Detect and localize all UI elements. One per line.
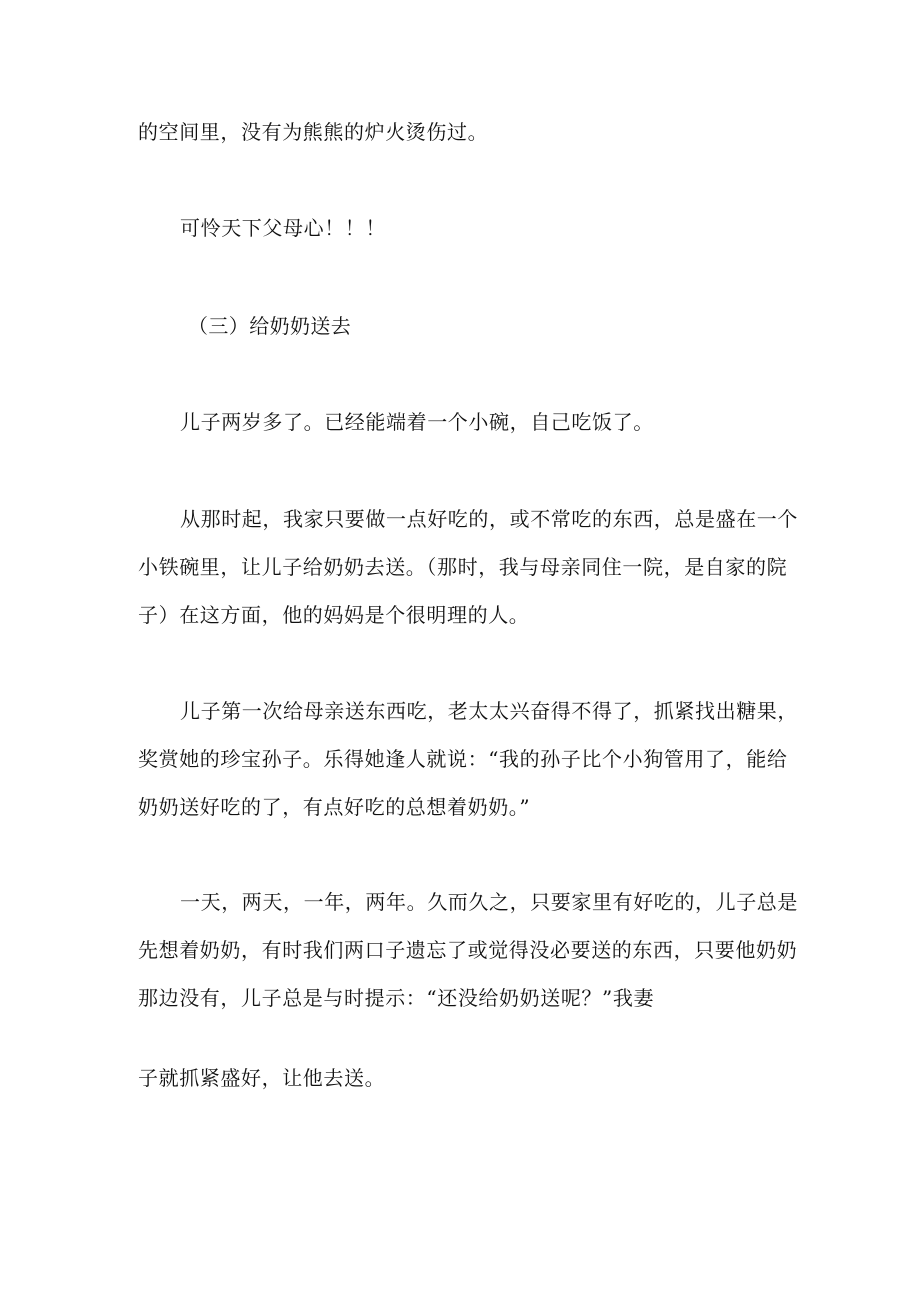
paragraph-line: 小铁碗里，让儿子给奶奶去送。（那时，我与母亲同住一院，是自家的院 [138,555,788,579]
paragraph-line: 一天，两天，一年，两年。久而久之，只要家里有好吃的，儿子总是 [180,890,798,914]
paragraph-line: 那边没有，儿子总是与时提示：“还没给奶奶送呢？”我妻 [138,986,655,1010]
paragraph-line: 先想着奶奶，有时我们两口子遗忘了或觉得没必要送的东西，只要他奶奶 [138,938,798,962]
paragraph-line: 的空间里，没有为熊熊的炉火烫伤过。 [138,120,489,144]
section-heading: （三）给奶奶送去 [188,314,352,338]
paragraph-line: 奖赏她的珍宝孙子。乐得她逢人就说：“我的孙子比个小狗管用了，能给 [138,747,788,771]
paragraph-line: 子）在这方面，他的妈妈是个很明理的人。 [138,603,530,627]
paragraph-line: 儿子第一次给母亲送东西吃，老太太兴奋得不得了，抓紧找出糖果， [180,699,798,723]
paragraph-line: 儿子两岁多了。已经能端着一个小碗，自己吃饭了。 [180,410,654,434]
paragraph-line: 奶奶送好吃的了，有点好吃的总想着奶奶。” [138,795,531,819]
paragraph-line: 子就抓紧盛好，让他去送。 [138,1066,386,1090]
paragraph-line: 可怜天下父母心！！！ [180,216,386,240]
paragraph-line: 从那时起，我家只要做一点好吃的，或不常吃的东西，总是盛在一个 [180,507,798,531]
